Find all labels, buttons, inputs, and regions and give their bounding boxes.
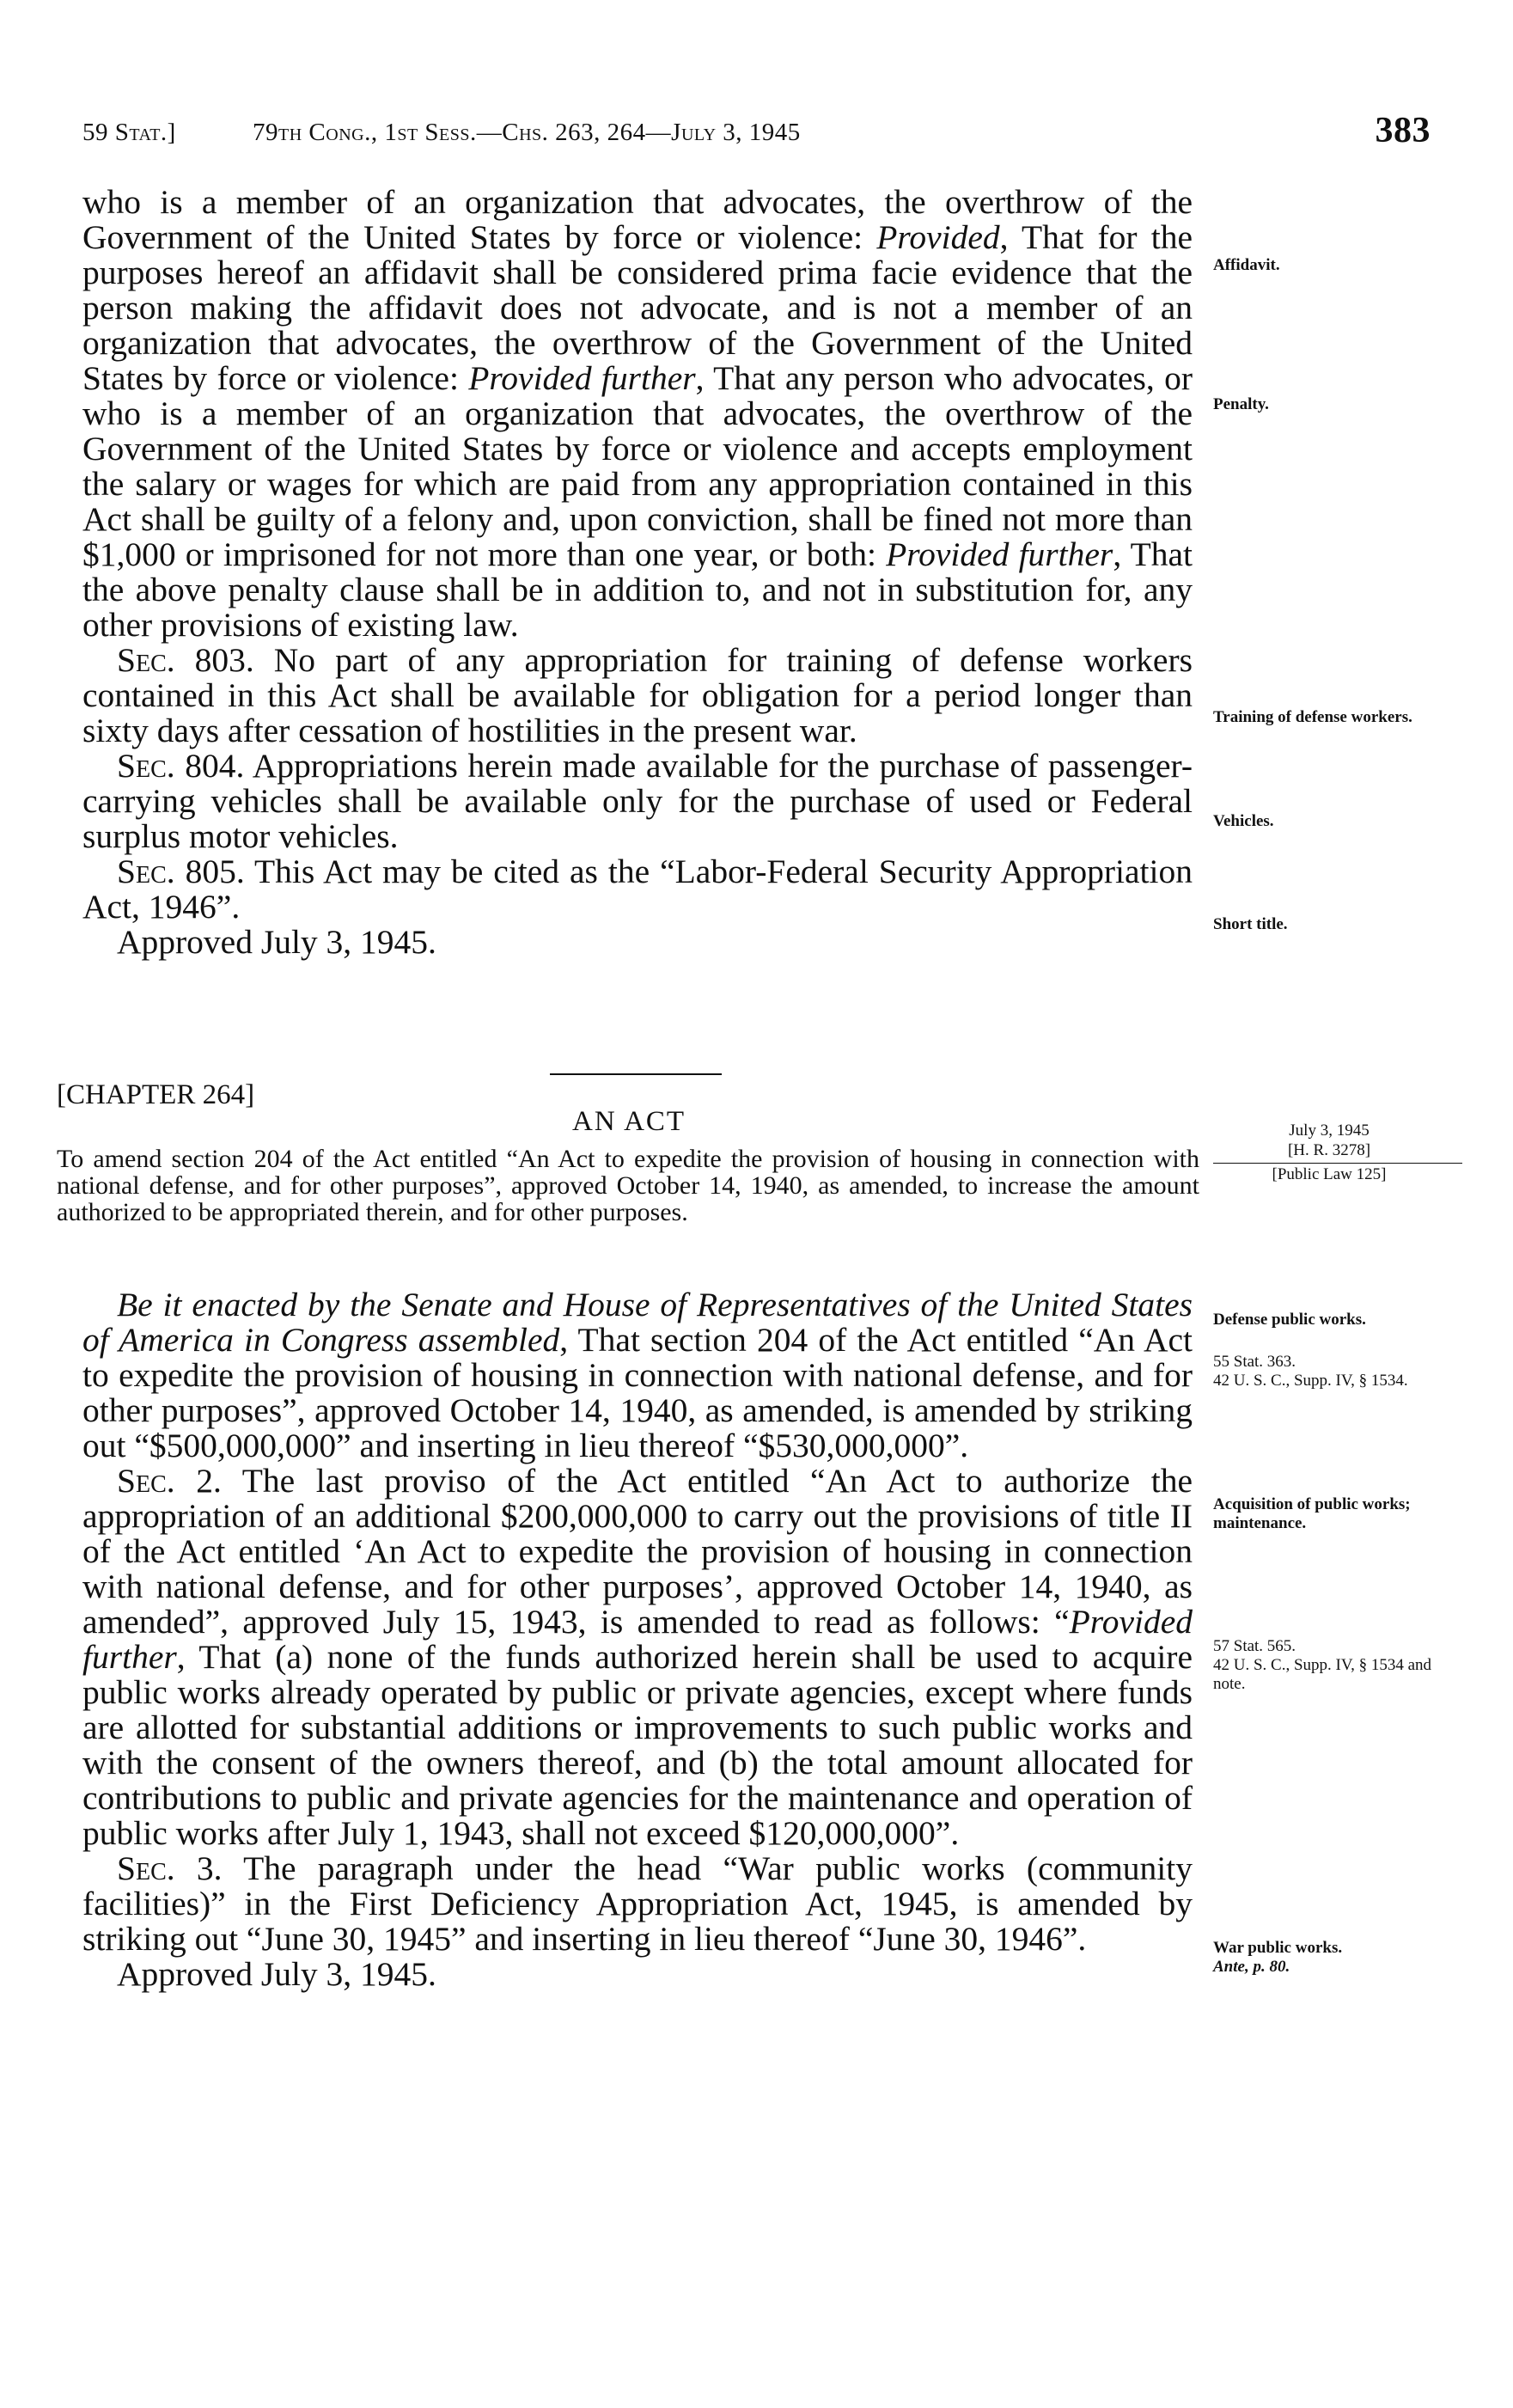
margin-note-short-title: Short title.: [1213, 915, 1288, 933]
margin-note-war-public-works: War public works.: [1213, 1939, 1343, 1957]
enacting-clause: Be it enacted by the Senate and House of Representatives of the United States of America in Congress assembled, That section 204 of the Act entitled “An Act to expedite the provision of housing in connection with national defense, and for other purposes”, approved October 14, 1940, as amended, is amended by striking out “$500,000,000” and inserting in lieu thereof “$530,000,000”.: [82, 1286, 1193, 1464]
section-803: Sec. 803. No part of any appropriation for training of defense workers contained in this Act shall be available for obligation for a period longer than sixty days after cessation of hostilities in the present war.: [82, 641, 1193, 749]
margin-ref-55-stat: 55 Stat. 363.: [1213, 1353, 1296, 1371]
proviso-paragraph: who is a member of an organization that advocates, the overthrow of the Government of the United States by force or violence: Provided, That for the purposes hereof an affidavit shall be considered prima facie evidence that the person making the affidavit does not advocate, and is not a member of an organization that advocates, the overthrow of the Government of the United States by force or violence: Provided further, That any person who advocates, or who is a member of an organization that advocates, the overthrow of the Government of the United States by force or violence and accepts employment the salary or wages for which are paid from any appropriation contained in this Act shall be guilty of a felony and, upon conviction, shall be fined not more than $1,000 or imprisoned for not more than one year, or both: Provided further, That the above penalty clause shall be in addition to, and not in substitution for, any other provisions of existing law.: [82, 183, 1193, 644]
act-purpose: To amend section 204 of the Act entitled “An Act to expedite the provision of housing in connection with national defense, and for other purposes”, approved October 14, 1940, as amended, to increase the amount authorized to be appropriated therein, and for other purposes.: [57, 1145, 1199, 1226]
margin-ref-ante: Ante, p. 80.: [1213, 1958, 1290, 1976]
margin-note-penalty: Penalty.: [1213, 395, 1269, 413]
margin-ref-42-usc-note: 42 U. S. C., Supp. IV, § 1534 and note.: [1213, 1656, 1432, 1693]
approval-line-1: Approved July 3, 1945.: [117, 923, 436, 961]
margin-note-acquisition: Acquisition of public works; maintenance.: [1213, 1495, 1411, 1532]
bill-number: [H. R. 3278]: [1287, 1141, 1371, 1159]
margin-note-vehicles: Vehicles.: [1213, 812, 1274, 830]
act-title: AN ACT: [572, 1106, 686, 1137]
enactment-date: July 3, 1945: [1289, 1121, 1370, 1140]
section-804: Sec. 804. Appropriations herein made available for the purchase of passenger-carrying vehicles shall be available only for the purchase of used or Federal surplus motor vehicles.: [82, 747, 1193, 855]
public-law-number: [Public Law 125]: [1272, 1165, 1387, 1183]
chapter-label: [CHAPTER 264]: [57, 1079, 255, 1110]
section-2: Sec. 2. The last proviso of the Act entitled “An Act to authorize the appropriation of an additional $200,000,000 to carry out the provisions of title II of the Act entitled ‘An Act to expedite the provision of housing in connection with national defense, and for other purposes’, approved October 14, 1940, as amended”, approved July 15, 1943, is amended to read as follows: “Provided further, That (a) none of the funds authorized herein shall be used to acquire public works already operated by public or private agencies, except where funds are allotted for substantial additions or improvements to such public works and with the consent of the owners thereof, and (b) the total amount allocated for contributions to public and private agencies for the maintenance and operation of public works after July 1, 1943, shall not exceed $120,000,000”.: [82, 1462, 1193, 1852]
section-3: Sec. 3. The paragraph under the head “War public works (community facilities)” in the First Deficiency Appropriation Act, 1945, is amended by striking out “June 30, 1945” and inserting in lieu thereof “June 30, 1946”.: [82, 1849, 1193, 1958]
approval-line-2: Approved July 3, 1945.: [117, 1955, 436, 1993]
header-volume: 59 Stat.]: [82, 119, 176, 146]
margin-ref-42-usc: 42 U. S. C., Supp. IV, § 1534.: [1213, 1372, 1408, 1390]
margin-note-affidavit: Affidavit.: [1213, 256, 1280, 274]
chapter-264-text: [82, 1287, 1193, 1992]
act-divider: [550, 1073, 722, 1075]
section-805: Sec. 805. This Act may be cited as the “Labor-Federal Security Appropriation Act, 1946”.: [82, 853, 1193, 926]
margin-ref-57-stat: 57 Stat. 565.: [1213, 1637, 1296, 1655]
margin-note-training: Training of defense workers.: [1213, 708, 1412, 726]
page-number: 383: [1375, 111, 1431, 150]
chapter-263-text: [82, 185, 1193, 960]
margin-note-defense-public-works: Defense public works.: [1213, 1311, 1366, 1329]
sidebar-rule: [1213, 1163, 1462, 1164]
header-session: 79th Cong., 1st Sess.—Chs. 263, 264—July 3, 1945: [253, 119, 801, 146]
